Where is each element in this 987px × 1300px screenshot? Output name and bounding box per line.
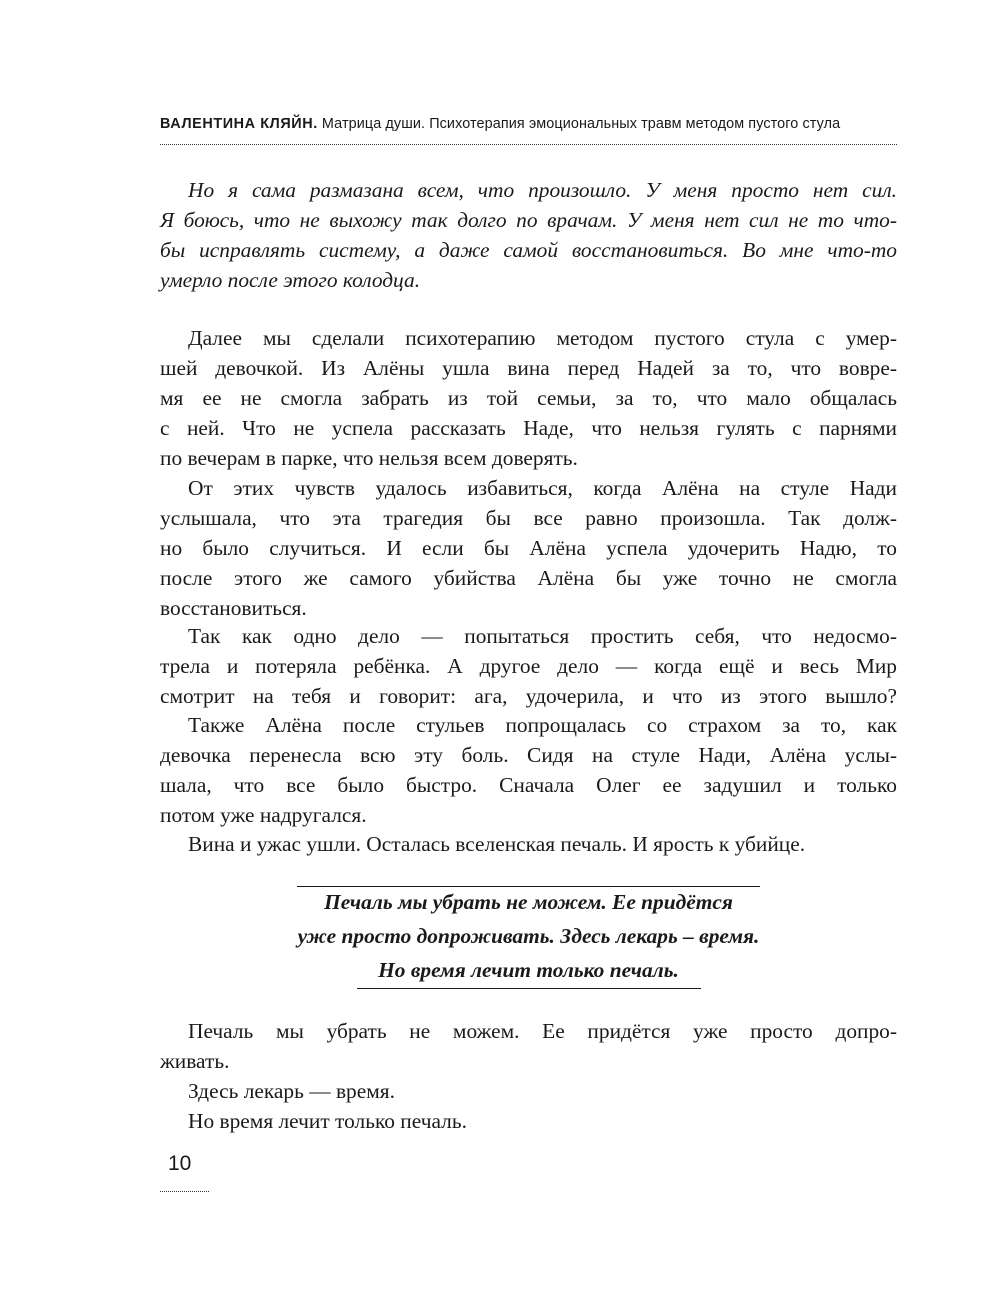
text-line: Я боюсь, что не выхожу так долго по врачам. У меня нет сил не то что- (160, 208, 897, 232)
text-line: Так как одно дело — попытаться простить себя, что недосмо- (188, 624, 897, 648)
quote-line: Но время лечит только печаль. (378, 958, 679, 982)
text-line: потом уже надругался. (160, 803, 367, 827)
text-line: Вина и ужас ушли. Осталась вселенская печаль. И ярость к убийце. (188, 832, 806, 856)
text-line: Печаль мы убрать не можем. Ее придётся уже просто допро- (188, 1019, 897, 1043)
text-line: бы исправлять систему, а даже самой восстановиться. Во мне что-то (160, 238, 897, 262)
text-line: после этого же самого убийства Алёна бы уже точно не смогла (160, 566, 897, 590)
text-line: смотрит на тебя и говорит: ага, удочерила, и что из этого вышло? (160, 684, 897, 708)
text-line: умерло после этого колодца. (160, 268, 421, 292)
text-line: шала, что все было быстро. Сначала Олег ее задушил и только (160, 773, 897, 797)
body-paragraph-4 (160, 710, 897, 830)
text-line: шей девочкой. Из Алёны ушла вина перед Надей за то, что вовре- (160, 356, 897, 380)
header-dotted-rule (160, 144, 897, 145)
quote-line: уже просто допроживать. Здесь лекарь – время. (297, 924, 760, 948)
closing-paragraph-2 (160, 1076, 897, 1106)
text-line: но было случиться. И если бы Алёна успела удочерить Надю, то (160, 536, 897, 560)
quote-line: Печаль мы убрать не можем. Ее придётся (324, 890, 733, 914)
body-paragraph-5 (160, 829, 897, 859)
text-line: с ней. Что не успела рассказать Наде, что нельзя гулять с парнями (160, 416, 897, 440)
text-line: От этих чувств удалось избавиться, когда Алёна на стуле Нади (188, 476, 897, 500)
text-line: услышала, что эта трагедия бы все равно произошла. Так долж- (160, 506, 897, 530)
text-line: восстановиться. (160, 596, 307, 620)
body-paragraph-3 (160, 621, 897, 711)
italic-quote-paragraph (160, 175, 897, 295)
body-paragraph-2 (160, 473, 897, 623)
text-line: Здесь лекарь — время. (188, 1079, 395, 1103)
text-line: по вечерам в парке, что нельзя всем доверять. (160, 446, 578, 470)
text-line: девочка перенесла всю эту боль. Сидя на стуле Нади, Алёна услы- (160, 743, 897, 767)
closing-paragraph-1 (160, 1016, 897, 1076)
text-line: Далее мы сделали психотерапию методом пустого стула с умер- (188, 326, 897, 350)
text-line: мя ее не смогла забрать из той семьи, за то, что мало общалась (160, 386, 897, 410)
quote-bottom-rule (357, 988, 701, 989)
running-header (160, 114, 897, 134)
page-number: 10 (168, 1152, 192, 1175)
footer-dotted-rule (160, 1191, 209, 1192)
text-line: Но время лечит только печаль. (188, 1109, 467, 1133)
text-line: трела и потеряла ребёнка. А другое дело — когда ещё и весь Мир (160, 654, 897, 678)
text-line: Но я сама размазана всем, что произошло. У меня просто нет сил. (188, 178, 897, 202)
body-paragraph-1 (160, 323, 897, 473)
pull-quote (160, 885, 897, 987)
closing-paragraph-3 (160, 1106, 897, 1136)
text-line: Также Алёна после стульев попрощалась со страхом за то, как (188, 713, 897, 737)
header-book-title: Матрица души. Психотерапия эмоциональных травм методом пустого стула (317, 116, 841, 132)
text-line: живать. (160, 1049, 230, 1073)
header-author: ВАЛЕНТИНА КЛЯЙН. (160, 116, 318, 132)
